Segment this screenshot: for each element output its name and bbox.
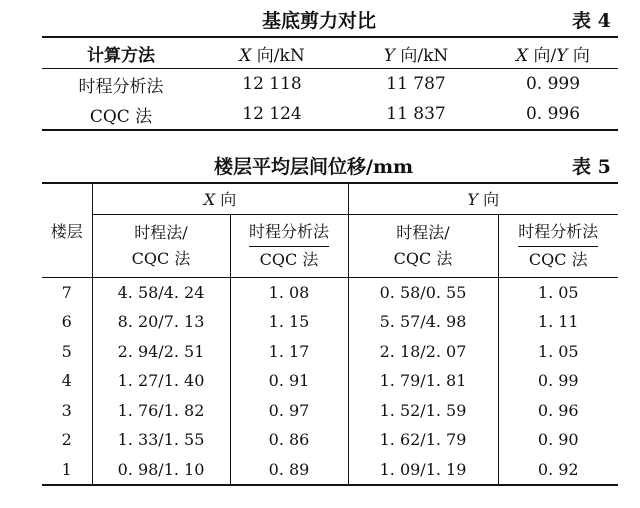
table-row: [42, 277, 618, 307]
table5-header-sub1: 时程法/ CQC 法: [92, 214, 230, 277]
table5-header-y-group: Y 向: [348, 183, 618, 214]
table4-cell-x: 12 118: [242, 74, 302, 94]
table5-header-x-group: X 向: [92, 183, 348, 214]
table5-cell-y-disp: 2. 18/2. 07: [348, 337, 498, 367]
table4-cell-ratio: 0. 996: [525, 104, 581, 124]
table4-header-y: Y 向/kN: [383, 45, 449, 66]
table5-header-sub2: 时程分析法 CQC 法: [230, 214, 348, 277]
table4-header-method: 计算方法: [87, 45, 155, 66]
table5-cell-y-ratio: 0. 96: [537, 400, 579, 420]
table4-header-x: X 向/kN: [239, 45, 305, 66]
table5-cell-y-disp: 5. 57/4. 98: [348, 307, 498, 337]
table5-cell-x-ratio: 0. 89: [230, 455, 348, 486]
table5-cell-y-disp: 1. 79/1. 81: [348, 366, 498, 396]
table5-cell-x-disp: 1. 33/1. 55: [92, 425, 230, 455]
table4: [42, 36, 618, 131]
table5-cell-y-ratio: 1. 05: [537, 341, 579, 361]
table5-cell-x-disp: 1. 27/1. 40: [92, 366, 230, 396]
table5-cell-y-disp: 0. 58/0. 55: [348, 277, 498, 307]
table5-title: 楼层平均层间位移/mm: [214, 156, 414, 178]
table5-cell-y-disp: 1. 52/1. 59: [348, 396, 498, 426]
table-row: [42, 396, 618, 426]
table4-cell-y: 11 837: [386, 104, 446, 124]
table4-cell-method: CQC 法: [89, 106, 153, 127]
table5-cell-y-ratio: 1. 05: [537, 282, 579, 302]
table5-header-sub3: 时程法/ CQC 法: [348, 214, 498, 277]
table5-cell-x-disp: 8. 20/7. 13: [92, 307, 230, 337]
table5-cell-y-ratio: 0. 92: [537, 459, 579, 479]
table5-cell-x-disp: 2. 94/2. 51: [92, 337, 230, 367]
table5-cell-x-ratio: 1. 17: [230, 337, 348, 367]
table5-cell-x-disp: 0. 98/1. 10: [92, 455, 230, 486]
table4-cell-y: 11 787: [386, 74, 446, 94]
table5-cell-floor: 4: [42, 366, 92, 396]
table5-cell-x-disp: 4. 58/4. 24: [92, 277, 230, 307]
table-row: [42, 337, 618, 367]
table5-body: [42, 277, 618, 485]
table5-cell-y-disp: 1. 09/1. 19: [348, 455, 498, 486]
table5-header-floor: 楼层: [42, 183, 92, 277]
table5-cell-floor: 1: [42, 455, 92, 486]
table5-cell-y-ratio: 0. 90: [537, 430, 579, 450]
table-row: [42, 99, 618, 130]
table4-label: 表 4: [572, 10, 611, 32]
table5-cell-y-ratio: 1. 11: [537, 312, 579, 332]
table4-header-ratio: X 向/Y 向: [516, 45, 590, 66]
table-row: [42, 69, 618, 100]
table5-sub-header-row: [42, 214, 618, 277]
table-row: [42, 366, 618, 396]
table5-cell-floor: 3: [42, 396, 92, 426]
table5-cell-floor: 5: [42, 337, 92, 367]
table4-title: 基底剪力对比: [262, 10, 377, 32]
table4-header-row: [42, 37, 618, 69]
table4-cell-method: 时程分析法: [78, 76, 164, 97]
table5-cell-x-ratio: 0. 86: [230, 425, 348, 455]
table-row: [42, 455, 618, 486]
table-row: [42, 425, 618, 455]
table4-cell-x: 12 124: [242, 104, 302, 124]
table5-cell-x-ratio: 0. 97: [230, 396, 348, 426]
table5: [42, 182, 618, 486]
table5-cell-floor: 6: [42, 307, 92, 337]
table-row: [42, 307, 618, 337]
table5-group-header-row: [42, 183, 618, 214]
table5-cell-floor: 2: [42, 425, 92, 455]
table5-cell-x-ratio: 1. 15: [230, 307, 348, 337]
table5-label: 表 5: [572, 156, 611, 178]
table5-cell-x-ratio: 1. 08: [230, 277, 348, 307]
table5-cell-x-ratio: 0. 91: [230, 366, 348, 396]
table5-header-sub4: 时程分析法 CQC 法: [498, 214, 618, 277]
table5-cell-y-ratio: 0. 99: [537, 371, 579, 391]
table4-cell-ratio: 0. 999: [525, 74, 581, 94]
table5-cell-floor: 7: [42, 277, 92, 307]
table5-cell-x-disp: 1. 76/1. 82: [92, 396, 230, 426]
table5-cell-y-disp: 1. 62/1. 79: [348, 425, 498, 455]
